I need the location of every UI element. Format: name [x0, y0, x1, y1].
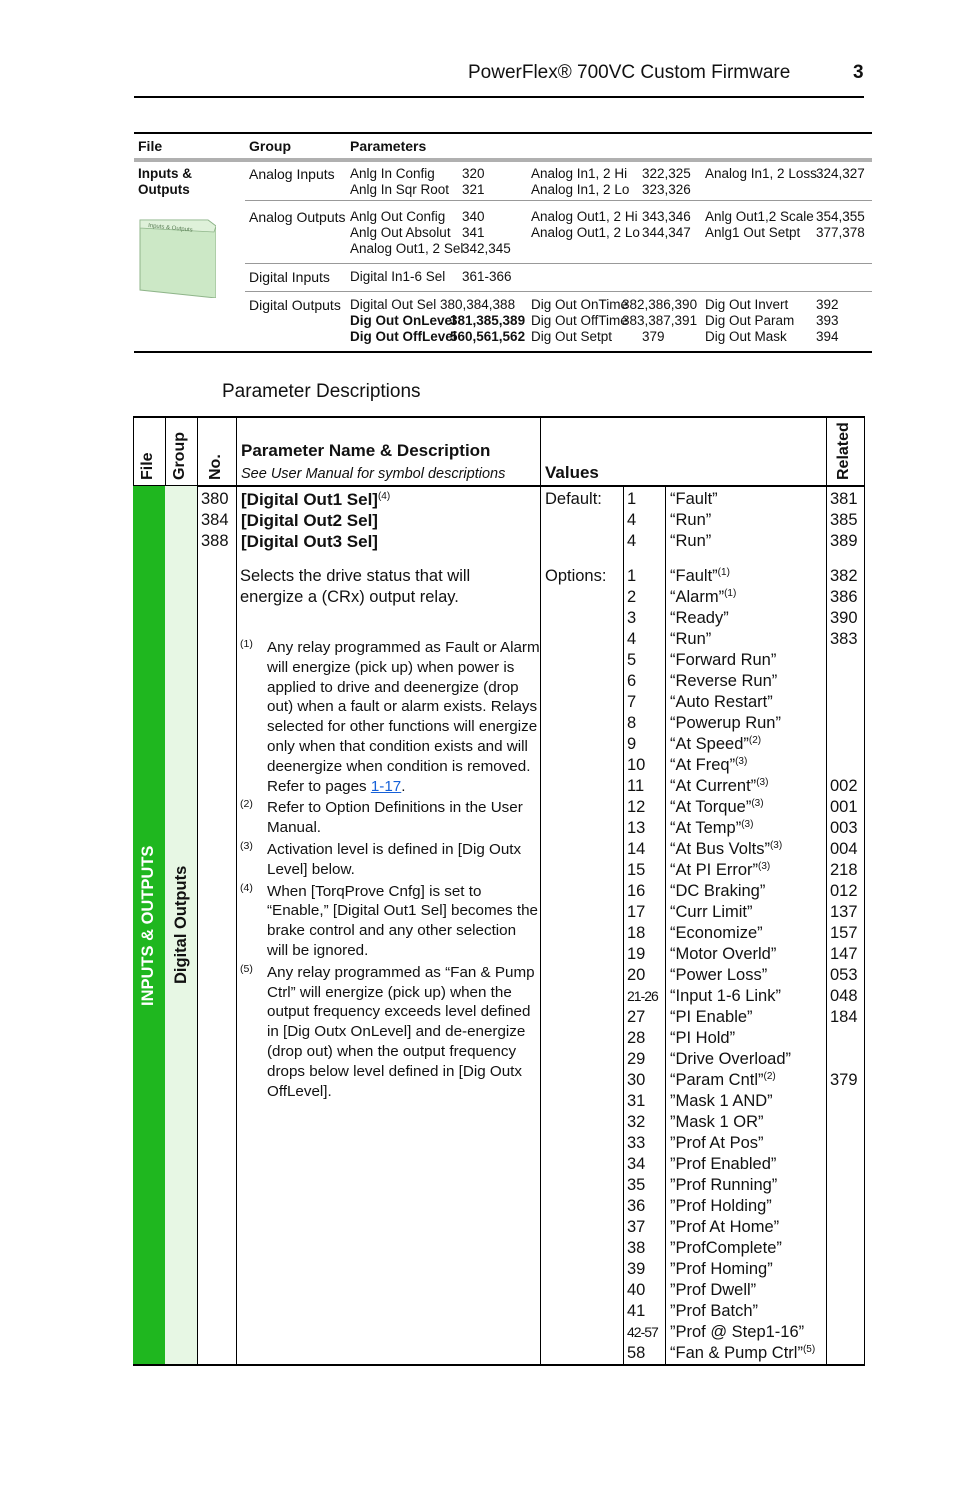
option-name — [670, 755, 815, 776]
option-number: 11 — [627, 777, 645, 795]
option-name — [670, 965, 815, 986]
option-related — [830, 566, 858, 1091]
option-number: 15 — [627, 861, 646, 879]
option-name-text: “Param Cntl” — [670, 1071, 764, 1089]
option-name — [670, 860, 815, 881]
option-name — [670, 1133, 815, 1154]
option-name — [670, 839, 815, 860]
option-name-text: “Ready” — [670, 609, 729, 627]
parameter-name: Dig Out OffLevel — [350, 329, 457, 344]
footnote — [240, 638, 540, 796]
option-number: 31 — [627, 1092, 646, 1110]
option-name-text: “PI Hold” — [670, 1029, 736, 1047]
header-divider — [134, 158, 872, 162]
related-parameter: 048 — [830, 987, 858, 1005]
parameter-name: Anlg In Sqr Root — [350, 182, 450, 197]
page-header-title: PowerFlex® 700VC Custom Firmware — [468, 62, 791, 83]
option-number: 39 — [627, 1260, 646, 1278]
parameter-number: 382,386,390 — [622, 297, 698, 312]
option-numbers — [627, 566, 658, 1364]
name-description-subheader: See User Manual for symbol descriptions — [241, 466, 506, 482]
option-name-text: “Forward Run” — [670, 651, 777, 669]
parameter-number: 324,327 — [816, 166, 865, 181]
default-value-names — [670, 489, 718, 552]
parameter-name: Anlg1 Out Setpt — [705, 225, 801, 240]
option-name — [670, 734, 815, 755]
footnote-mark: (2) — [240, 798, 253, 811]
option-number: 33 — [627, 1134, 646, 1152]
group-column-header: Group — [171, 432, 188, 480]
option-name-text: “Fault” — [670, 567, 718, 585]
option-name — [670, 566, 815, 587]
related-parameter — [830, 650, 858, 671]
parameter-number: 341 — [462, 225, 485, 240]
row-divider — [245, 263, 872, 264]
table-top-border — [133, 416, 865, 418]
option-name-text: “Motor Overld” — [670, 945, 777, 963]
footnote-mark: (2) — [748, 735, 762, 746]
number-column-header: No. — [207, 454, 224, 480]
default-value-number: 4 — [627, 532, 637, 550]
column-divider — [197, 416, 198, 1366]
column-divider — [826, 416, 827, 1366]
option-number: 19 — [627, 945, 646, 963]
option-number: 29 — [627, 1050, 646, 1068]
parameter-name-text: [Digital Out1 Sel] — [241, 490, 378, 509]
option-name-text: “Reverse Run” — [670, 672, 778, 690]
option-number: 4 — [627, 630, 637, 648]
parameter-number: 344,347 — [642, 225, 691, 240]
parameter-number: 379 — [642, 329, 665, 344]
option-number: 21-26 — [627, 988, 658, 1004]
related-parameter: 003 — [830, 819, 858, 837]
option-name-text: “Run” — [670, 630, 712, 648]
footnote-mark: (3) — [769, 840, 783, 851]
option-name — [670, 776, 815, 797]
footnote-mark: (1) — [717, 567, 730, 578]
related-parameter: 385 — [830, 511, 858, 529]
parameter-name: Anlg Out Config — [350, 209, 446, 224]
parameter-name — [241, 510, 390, 531]
footnote-mark: (3) — [756, 777, 769, 788]
option-name-text: ”Mask 1 OR” — [670, 1113, 764, 1131]
option-number: 35 — [627, 1176, 646, 1194]
parameter-description: Selects the drive status that will energize a (CRx) output relay. — [240, 567, 471, 606]
related-parameter: 137 — [830, 903, 858, 921]
footnote-text: . — [401, 777, 406, 795]
parameter-name: Dig Out Mask — [705, 329, 787, 344]
option-name-text: “At Bus Volts” — [670, 840, 770, 858]
default-label: Default: — [545, 490, 602, 508]
group-name: Digital Outputs — [249, 297, 341, 313]
footnotes — [240, 638, 540, 1103]
parameter-name — [241, 489, 390, 510]
parameter-number: 380 — [201, 490, 229, 508]
option-number: 10 — [627, 756, 646, 774]
footnote-text: Any relay programmed as Fault or Alarm will energize (pick up) when power is applied to drive and deenergize (drop out) when a fault or alarm exists. Relays selected for other functions will energize only when that condition exists and will deenergize when condition is removed. Refer to pages — [267, 639, 540, 795]
option-name — [670, 1154, 815, 1175]
parameter-number: 381,385,389 — [450, 313, 526, 328]
option-name — [670, 1070, 815, 1091]
related-parameter: 381 — [830, 490, 858, 508]
related-parameter — [830, 671, 858, 692]
parameter-name: Dig Out Setpt — [531, 329, 613, 344]
related-parameter: 383 — [830, 630, 858, 648]
default-values — [627, 489, 636, 552]
option-name-text: “Powerup Run” — [670, 714, 781, 732]
parameter-number: 377,378 — [816, 225, 865, 240]
related-parameter — [830, 755, 858, 776]
footnote-mark: (3) — [741, 819, 754, 830]
parameter-names — [241, 489, 390, 552]
option-name — [670, 881, 815, 902]
parameter-name: Dig Out OnTime — [531, 297, 629, 312]
option-name-text: “Alarm” — [670, 588, 725, 606]
option-name-text: ”Prof @ Step1-16” — [670, 1323, 805, 1341]
option-number: 58 — [627, 1344, 646, 1362]
parameter-number: 393 — [816, 313, 839, 328]
table-top-rule — [134, 132, 872, 134]
option-number: 18 — [627, 924, 646, 942]
option-name-text: “At Speed” — [670, 735, 749, 753]
parameter-number: 388 — [201, 532, 229, 550]
option-name — [670, 671, 815, 692]
column-divider — [665, 486, 666, 1366]
related-parameter: 004 — [830, 840, 858, 858]
option-name — [670, 1028, 815, 1049]
related-parameter: 382 — [830, 567, 858, 585]
column-divider — [623, 486, 624, 1366]
option-name — [670, 587, 815, 608]
option-name — [670, 1259, 815, 1280]
footnote-mark: (3) — [751, 798, 764, 809]
option-name-text: ”Mask 1 AND” — [670, 1092, 773, 1110]
page-number: 3 — [853, 62, 864, 83]
table-bottom-border — [133, 1364, 865, 1366]
parameter-name: Dig Out Param — [705, 313, 795, 328]
option-number: 17 — [627, 903, 646, 921]
footnote — [240, 798, 540, 838]
parameter-number: 320 — [462, 166, 485, 181]
option-name — [670, 1049, 815, 1070]
footnote-mark: (5) — [802, 1344, 816, 1355]
option-number: 36 — [627, 1197, 646, 1215]
option-number: 41 — [627, 1302, 646, 1320]
related-parameter: 012 — [830, 882, 858, 900]
related-parameter: 184 — [830, 1008, 858, 1026]
option-name — [670, 1238, 815, 1259]
file-name: Inputs & Outputs — [138, 166, 192, 197]
option-name-text: “DC Braking” — [670, 882, 766, 900]
option-number: 1 — [627, 567, 637, 585]
option-name — [670, 713, 815, 734]
option-name-text: “PI Enable” — [670, 1008, 753, 1026]
parameter-name: Anlg Out1,2 Scale — [705, 209, 814, 224]
related-parameter: 379 — [830, 1071, 858, 1089]
related-parameter — [830, 734, 858, 755]
option-name-text: “Fan & Pump Ctrl” — [670, 1344, 803, 1362]
option-number: 32 — [627, 1113, 646, 1131]
option-number: 40 — [627, 1281, 646, 1299]
related-parameter: 002 — [830, 777, 858, 795]
option-name — [670, 1322, 815, 1343]
option-number: 12 — [627, 798, 646, 816]
parameter-name: Analog In1, 2 Loss — [705, 166, 817, 181]
option-name-text: ”Prof Holding” — [670, 1197, 772, 1215]
folder-tab-icon — [138, 218, 216, 298]
option-name-text: ”Prof At Home” — [670, 1218, 780, 1236]
parameter-number: 380,384,388 — [440, 297, 516, 312]
footnote — [240, 882, 540, 961]
option-name — [670, 1007, 815, 1028]
option-number: 6 — [627, 672, 637, 690]
option-name — [670, 1175, 815, 1196]
parameter-number: 323,326 — [642, 182, 691, 197]
group-column-header: Group — [249, 138, 291, 154]
related-parameter: 001 — [830, 798, 858, 816]
option-number: 2 — [627, 588, 637, 606]
default-value-number: 4 — [627, 511, 637, 529]
option-name — [670, 692, 815, 713]
option-number: 38 — [627, 1239, 646, 1257]
related-parameter — [830, 713, 858, 734]
option-name — [670, 797, 815, 818]
related-parameter: 053 — [830, 966, 858, 984]
parameter-name-text: [Digital Out3 Sel] — [241, 532, 378, 551]
footnote-text: Activation level is defined in [Dig Outx Level] below. — [267, 840, 522, 878]
option-name — [670, 650, 815, 671]
parameter-number: 321 — [462, 182, 485, 197]
group-name: Analog Inputs — [249, 166, 335, 182]
option-name — [670, 1091, 815, 1112]
parameter-name — [241, 531, 390, 552]
related-parameter: 218 — [830, 861, 858, 879]
footnote — [240, 963, 540, 1102]
option-number: 13 — [627, 819, 646, 837]
option-name-text: ”Prof Homing” — [670, 1260, 773, 1278]
row-divider — [245, 291, 872, 292]
parameter-name-text: [Digital Out2 Sel] — [241, 511, 378, 530]
option-name — [670, 1343, 815, 1364]
folder-tab-label: Inputs & Outputs — [147, 223, 193, 234]
options-label: Options: — [545, 567, 607, 585]
option-name — [670, 902, 815, 923]
option-name-text: “Auto Restart” — [670, 693, 773, 711]
default-value-name: “Run” — [670, 511, 712, 529]
parameter-number: 354,355 — [816, 209, 865, 224]
option-name — [670, 1112, 815, 1133]
footnote-mark: (3) — [758, 861, 771, 872]
parameter-name: Digital In1-6 Sel — [350, 269, 446, 284]
file-column-header: File — [138, 138, 163, 154]
option-name-text: ”Prof Enabled” — [670, 1155, 777, 1173]
footnote-mark: (4) — [240, 881, 253, 894]
header-rule — [134, 96, 864, 98]
option-name-text: “Curr Limit” — [670, 903, 753, 921]
footnote-mark: (5) — [240, 962, 253, 975]
option-name-text: ”Prof At Pos” — [670, 1134, 764, 1152]
related-parameter: 386 — [830, 588, 858, 606]
related-parameter: 157 — [830, 924, 858, 942]
footnote — [240, 840, 540, 880]
option-name-text: “Drive Overload” — [670, 1050, 792, 1068]
option-name-text: “At Torque” — [670, 798, 752, 816]
default-related — [830, 489, 858, 552]
option-number: 42-57 — [627, 1324, 658, 1340]
option-name-text: “At Current” — [670, 777, 757, 795]
option-name — [670, 1217, 815, 1238]
parameter-number: 361-366 — [462, 269, 512, 284]
footnote-mark: (4) — [377, 491, 391, 502]
footnote-mark: (3) — [735, 756, 748, 767]
option-name-text: “Power Loss” — [670, 966, 768, 984]
parameter-numbers — [201, 489, 229, 552]
parameter-group-table — [134, 132, 872, 354]
parameter-number: 384 — [201, 511, 229, 529]
related-parameter — [830, 1049, 858, 1070]
parameter-name: Analog In1, 2 Lo — [531, 182, 630, 197]
parameter-number: 394 — [816, 329, 839, 344]
option-number: 34 — [627, 1155, 646, 1173]
footnote-text: Refer to Option Definitions in the User Manual. — [267, 799, 523, 837]
option-name — [670, 818, 815, 839]
column-divider — [236, 416, 237, 1366]
default-value-number: 1 — [627, 490, 637, 508]
parameter-name: Analog Out1, 2 Lo — [531, 225, 640, 240]
option-number: 14 — [627, 840, 646, 858]
parameter-description-table — [133, 416, 865, 1366]
default-value-name: “Fault” — [670, 490, 718, 508]
values-column-header: Values — [545, 463, 599, 482]
footnote-text: Any relay programmed as “Fan & Pump Ctrl” will energize (pick up) when the output frequency exceeds level defined in [Dig Outx OnLevel] and de-energize (drop out) when the output frequency drops below level defined in [Dig Outx OffLevel]. — [267, 963, 535, 1100]
option-number: 5 — [627, 651, 637, 669]
table-bottom-rule — [134, 351, 872, 353]
option-name — [670, 1196, 815, 1217]
option-name — [670, 1301, 815, 1322]
option-name — [670, 944, 815, 965]
page-link[interactable]: 1-17 — [370, 777, 402, 795]
parameter-name: Anlg Out Absolut — [350, 225, 451, 240]
option-name-text: ”Prof Batch” — [670, 1302, 759, 1320]
group-label: Digital Outputs — [172, 865, 190, 984]
name-description-header: Parameter Name & Description — [241, 441, 491, 460]
parameter-number: 383,387,391 — [622, 313, 698, 328]
parameter-number: 340 — [462, 209, 485, 224]
option-name-text: “Input 1-6 Link” — [670, 987, 781, 1005]
parameters-column-header: Parameters — [350, 138, 427, 154]
option-number: 20 — [627, 966, 646, 984]
file-column-header: File — [139, 452, 156, 480]
parameter-number: 560,561,562 — [450, 329, 526, 344]
option-number: 27 — [627, 1008, 646, 1026]
group-name: Digital Inputs — [249, 269, 330, 285]
option-number: 7 — [627, 693, 637, 711]
option-name — [670, 608, 815, 629]
column-divider — [864, 416, 865, 1366]
option-name-text: ”Prof Dwell” — [670, 1281, 757, 1299]
option-number: 16 — [627, 882, 646, 900]
option-number: 9 — [627, 735, 637, 753]
option-name — [670, 923, 815, 944]
option-name-text: “At Freq” — [670, 756, 736, 774]
option-name — [670, 1280, 815, 1301]
column-divider — [540, 416, 541, 1366]
option-name-text: “Economize” — [670, 924, 763, 942]
row-divider — [245, 200, 872, 201]
parameter-number: 343,346 — [642, 209, 691, 224]
footnote-mark: (3) — [240, 839, 253, 852]
option-number: 28 — [627, 1029, 646, 1047]
option-number: 37 — [627, 1218, 646, 1236]
parameter-name: Analog Out1, 2 Sel — [350, 241, 464, 256]
option-number: 3 — [627, 609, 637, 627]
footnote-text: When [TorqProve Cnfg] is set to “Enable,” [Digital Out1 Sel] becomes the brake control and any other selection will be ignored. — [267, 882, 538, 959]
related-column-header: Related — [835, 422, 852, 480]
parameter-name: Analog In1, 2 Hi — [531, 166, 628, 181]
option-name-text: ”Prof Running” — [670, 1176, 778, 1194]
file-label: INPUTS & OUTPUTS — [139, 845, 157, 1006]
related-parameter — [830, 692, 858, 713]
parameter-name: Dig Out OnLevel — [350, 313, 456, 328]
related-parameter: 390 — [830, 609, 858, 627]
footnote-mark: (1) — [724, 588, 737, 599]
parameter-name: Analog Out1, 2 Hi — [531, 209, 638, 224]
option-name-text: “At PI Error” — [670, 861, 759, 879]
parameter-name: Dig Out Invert — [705, 297, 789, 312]
group-name: Analog Outputs — [249, 209, 346, 225]
section-title: Parameter Descriptions — [222, 381, 421, 402]
option-names — [670, 566, 815, 1364]
option-name — [670, 629, 815, 650]
option-name-text: “At Temp” — [670, 819, 742, 837]
related-parameter: 389 — [830, 532, 858, 550]
option-name — [670, 986, 815, 1007]
parameter-name: Dig Out OffTime — [531, 313, 628, 328]
footnote-mark: (1) — [240, 638, 253, 650]
parameter-name: Digital Out Sel — [350, 297, 437, 312]
option-name-text: ”ProfComplete” — [670, 1239, 782, 1257]
header-bottom-border — [133, 485, 865, 487]
footnote-mark: (2) — [763, 1071, 776, 1082]
default-value-name: “Run” — [670, 532, 712, 550]
parameter-number: 392 — [816, 297, 839, 312]
related-parameter — [830, 1028, 858, 1049]
option-number: 30 — [627, 1071, 646, 1089]
related-parameter: 147 — [830, 945, 858, 963]
parameter-name: Anlg In Config — [350, 166, 435, 181]
option-number: 8 — [627, 714, 637, 732]
parameter-number: 342,345 — [462, 241, 511, 256]
parameter-number: 322,325 — [642, 166, 691, 181]
